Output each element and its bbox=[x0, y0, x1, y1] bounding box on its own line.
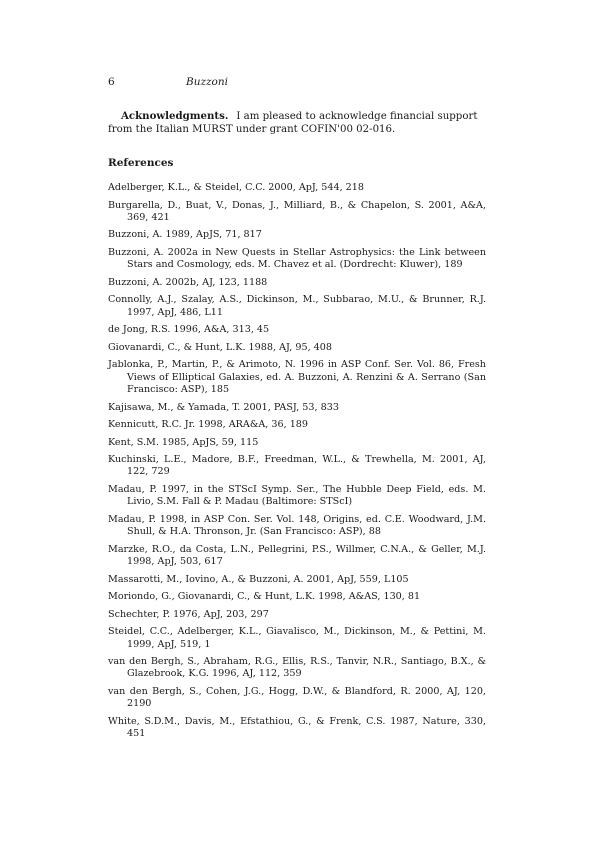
reference-item: Giovanardi, C., & Hunt, L.K. 1988, AJ, 95, 408 bbox=[108, 341, 332, 353]
reference-item: Buzzoni, A. 1989, ApJS, 71, 817 bbox=[108, 229, 262, 241]
reference-item: van den Bergh, S., Cohen, J.G., Hogg, D.W., & Blandford, R. 2000, AJ, 120, 2190 bbox=[108, 685, 486, 710]
reference-item: Schechter, P. 1976, ApJ, 203, 297 bbox=[108, 608, 269, 620]
running-author: Buzzoni bbox=[186, 76, 228, 88]
reference-item: Kent, S.M. 1985, ApJS, 59, 115 bbox=[108, 436, 259, 448]
reference-item: Steidel, C.C., Adelberger, K.L., Giavalisco, M., Dickinson, M., & Pettini, M. 1999, ApJ, 519, 1 bbox=[108, 626, 486, 650]
acknowledgments-title: Acknowledgments. bbox=[121, 110, 229, 122]
reference-item: Connolly, A.J., Szalay, A.S., Dickinson, M., Subbarao, M.U., & Brunner, R.J. 1997, ApJ, 486, L11 bbox=[108, 294, 486, 318]
reference-item: Adelberger, K.L., & Steidel, C.C. 2000, ApJ, 544, 218 bbox=[108, 182, 364, 193]
reference-list bbox=[108, 182, 486, 741]
reference-item: Kajisawa, M., & Yamada, T. 2001, PASJ, 53, 833 bbox=[108, 401, 339, 413]
reference-item: Massarotti, M., Iovino, A., & Buzzoni, A. 2001, ApJ, 559, L105 bbox=[108, 573, 409, 585]
reference-item: de Jong, R.S. 1996, A&A, 313, 45 bbox=[108, 324, 270, 336]
page bbox=[108, 74, 486, 746]
references-heading: References bbox=[108, 157, 174, 169]
reference-item: Moriondo, G., Giovanardi, C., & Hunt, L.K. 1998, A&AS, 130, 81 bbox=[108, 591, 421, 603]
reference-item: Kuchinski, L.E., Madore, B.F., Freedman, W.L., & Trewhella, M. 2001, AJ, 122, 729 bbox=[108, 454, 486, 478]
acknowledgments-paragraph bbox=[108, 110, 486, 136]
reference-item: Burgarella, D., Buat, V., Donas, J., Milliard, B., & Chapelon, S. 2001, A&A, 369, 421 bbox=[108, 199, 486, 223]
reference-item: Buzzoni, A. 2002b, AJ, 123, 1188 bbox=[108, 276, 268, 288]
reference-item: Buzzoni, A. 2002a in New Quests in Stellar Astrophysics: the Link between Stars and Cosmology, eds. M. Chavez et al. (Dordrecht: Kluwer), 189 bbox=[108, 246, 486, 271]
page-number: 6 bbox=[108, 76, 115, 88]
reference-item: Marzke, R.O., da Costa, L.N., Pellegrini, P.S., Willmer, C.N.A., & Geller, M.J. 1998, ApJ, 503, 617 bbox=[108, 543, 486, 568]
reference-item: van den Bergh, S., Abraham, R.G., Ellis, R.S., Tanvir, N.R., Santiago, B.X., & Glazebrook, K.G. 1996, AJ, 112, 359 bbox=[108, 656, 486, 680]
reference-item: Jablonka, P., Martin, P., & Arimoto, N. 1996 in ASP Conf. Ser. Vol. 86, Fresh Views of Elliptical Galaxies, ed. A. Buzzoni, A. Renzini & A. Serrano (San Francisco: ASP), 185 bbox=[108, 359, 486, 396]
running-header bbox=[108, 74, 486, 90]
reference-item: Kennicutt, R.C. Jr. 1998, ARA&A, 36, 189 bbox=[108, 419, 309, 431]
reference-item: Madau, P. 1997, in the STScI Symp. Ser., The Hubble Deep Field, eds. M. Livio, S.M. Fall & P. Madau (Baltimore: STScI) bbox=[108, 483, 486, 508]
acknowledgments-text: I am pleased to acknowledge financial support from the Italian MURST under grant COFIN'00 02-016. bbox=[108, 111, 478, 135]
reference-item: White, S.D.M., Davis, M., Efstathiou, G., & Frenk, C.S. 1987, Nature, 330, 451 bbox=[108, 715, 486, 740]
reference-item: Madau, P. 1998, in ASP Con. Ser. Vol. 148, Origins, ed. C.E. Woodward, J.M. Shull, & H.A. Thronson, Jr. (San Francisco: ASP), 88 bbox=[108, 513, 486, 538]
